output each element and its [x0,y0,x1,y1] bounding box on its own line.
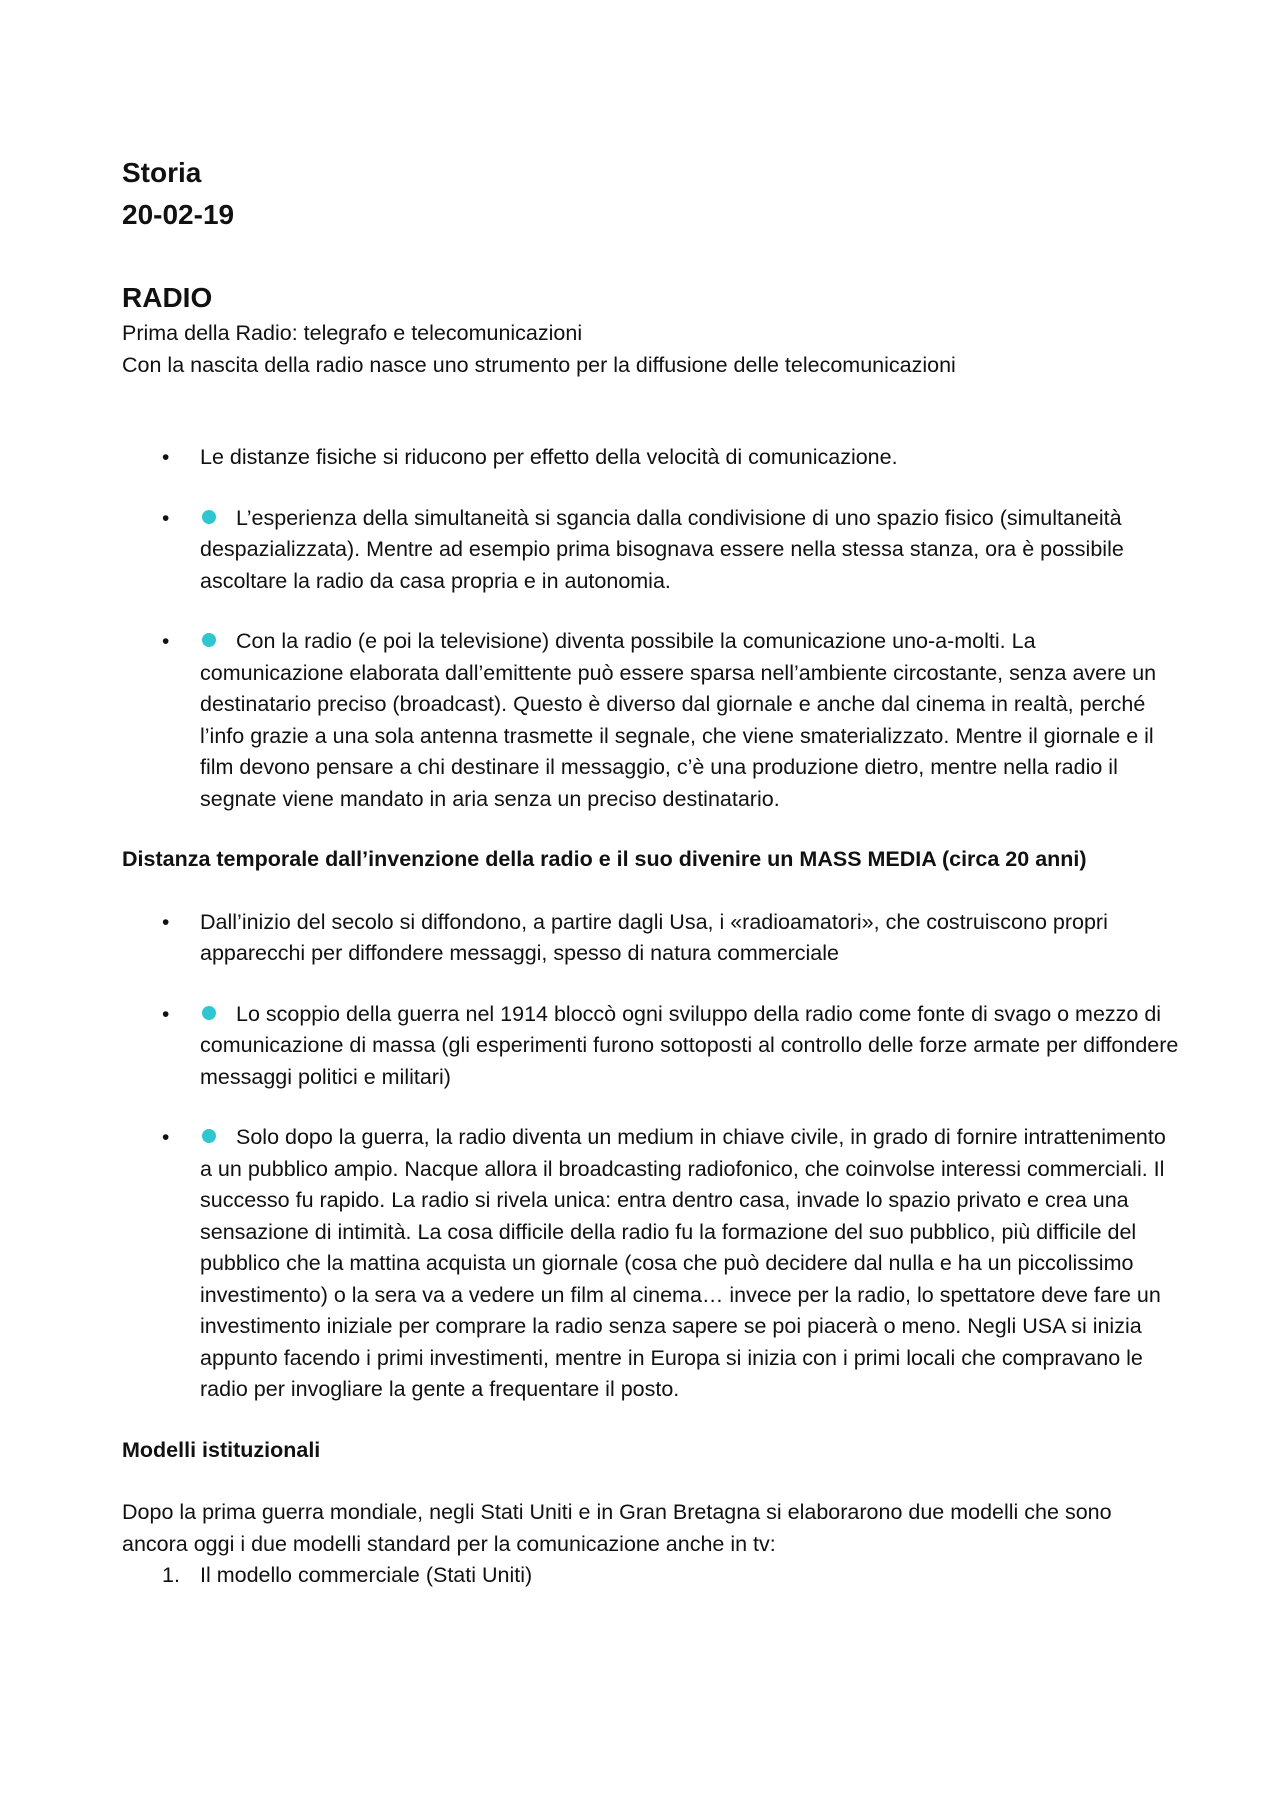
bullet-icon: • [162,446,170,469]
document-page [122,152,1182,1592]
list-item [122,503,1182,598]
list-item-text: Con la radio (e poi la televisione) diventa possibile la comunicazione uno-a-molti. La comunicazione elaborata dall’emittente può essere sparsa nell’ambiente circostante, senza avere un destinatario preciso (broadcast). Questo è diverso dal giornale e anche dal cinema in realtà, perché l’info grazie a una sola antenna trasmette il segnale, che viene smaterializzato. Mentre il giornale e il film devono pensare a chi destinare il messaggio, c’è una produzione dietro, mentre nella radio il segnate viene mandato in aria senza un preciso destinatario. [200,629,1157,811]
bullet-list-2 [122,907,1182,1406]
numbered-item [122,1560,1182,1592]
bullet-icon: • [162,1126,170,1149]
subheading-mass-media: Distanza temporale dall’invenzione della radio e il suo divenire un MASS MEDIA (circa 20 anni) [122,847,1087,871]
list-item-text: Lo scoppio della guerra nel 1914 bloccò ogni sviluppo della radio come fonte di svago o mezzo di comunicazione di massa (gli esperimenti furono sottoposti al controllo delle forze armate per diffondere messaggi politici e militari) [200,1001,1179,1089]
date-title: 20-02-19 [122,199,235,230]
list-item [122,1122,1182,1406]
bullet-icon: • [162,506,170,530]
bullet-list-1 [122,442,1182,815]
highlight-dot-icon [202,1129,216,1143]
numbered-item-text: Il modello commerciale (Stati Uniti) [200,1563,533,1587]
list-item [122,626,1182,815]
list-item [122,999,1182,1094]
intro-line: Con la nascita della radio nasce uno strumento per la diffusione delle telecomunicazioni [122,352,956,377]
list-item [122,907,1182,970]
item-number: 1. [162,1563,180,1587]
intro-block [122,318,1182,381]
list-item-text: Le distanze fisiche si riducono per effetto della velocità di comunicazione. [200,445,898,469]
highlight-dot-icon [202,1006,216,1020]
list-item-text: L’esperienza della simultaneità si sgancia dalla condivisione di uno spazio fisico (simultaneità despazializzata). Mentre ad esempio prima bisognava essere nella stessa stanza, ora è possibile ascoltare la radio da casa propria e in autonomia. [200,505,1124,593]
bullet-icon: • [162,1002,170,1026]
modelli-paragraph: Dopo la prima guerra mondiale, negli Stati Uniti e in Gran Bretagna si elaborarono due modelli che sono ancora oggi i due modelli standard per la comunicazione anche in tv: [122,1500,1112,1556]
highlight-dot-icon [202,510,216,524]
highlight-dot-icon [202,633,216,647]
section-title: RADIO [122,282,213,313]
bullet-icon: • [162,910,170,934]
numbered-list [122,1560,1182,1592]
bullet-icon: • [162,630,170,653]
subject-title: Storia [122,157,202,188]
intro-line: Prima della Radio: telegrafo e telecomunicazioni [122,321,583,345]
list-item [122,442,1182,474]
subheading-modelli: Modelli istituzionali [122,1437,321,1462]
list-item-text: Solo dopo la guerra, la radio diventa un medium in chiave civile, in grado di fornire intrattenimento a un pubblico ampio. Nacque allora il broadcasting radiofonico, che coinvolse interessi commerciali. Il successo fu rapido. La radio si rivela unica: entra dentro casa, invade lo spazio privato e crea una sensazione di intimità. La cosa difficile della radio fu la formazione del suo pubblico, più difficile del pubblico che la mattina acquista un giornale (cosa che può decidere dal nulla e ha un piccolissimo investimento) o la sera va a vedere un film al cinema… invece per la radio, lo spettatore deve fare un investimento iniziale per comprare la radio senza sapere se poi piacerà o meno. Negli USA si inizia appunto facendo i primi investimenti, mentre in Europa si inizia con i primi locali che compravano le radio per invogliare la gente a frequentare il posto. [200,1125,1166,1401]
list-item-text: Dall’inizio del secolo si diffondono, a partire dagli Usa, i «radioamatori», che costruiscono propri apparecchi per diffondere messaggi, spesso di natura commerciale [200,909,1108,965]
